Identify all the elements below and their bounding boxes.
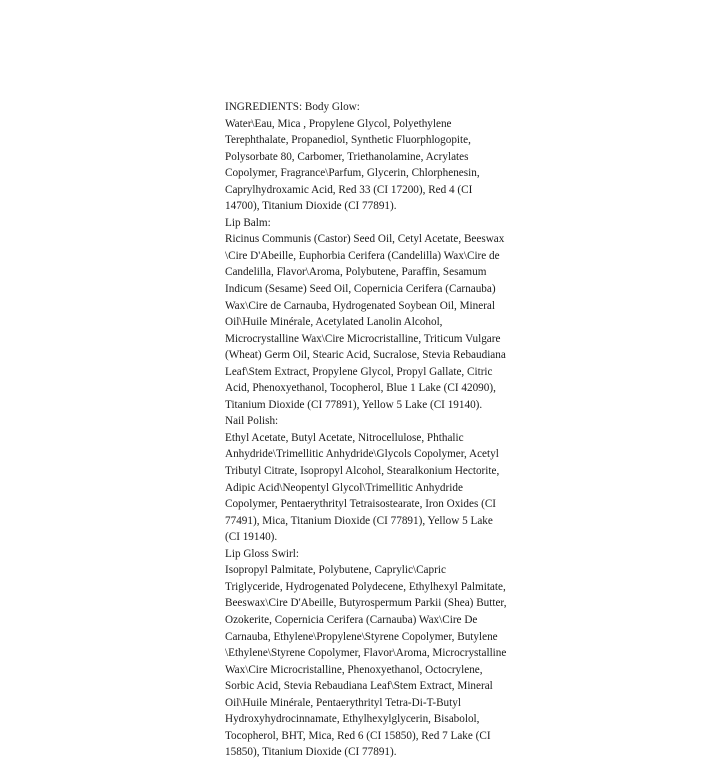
lip-balm-heading: Lip Balm: bbox=[225, 216, 271, 229]
nail-polish-heading: Nail Polish: bbox=[225, 415, 279, 428]
ingredients-label bbox=[225, 99, 507, 761]
nail-polish-ingredients-line: Adipic Acid\Neopentyl Glycol\Trimellitic Anhydride bbox=[225, 481, 463, 494]
nail-polish-ingredients-line: (CI 19140). bbox=[225, 531, 278, 544]
lip-gloss-swirl-ingredients-line: Triglyceride, Hydrogenated Polydecene, Ethylhexyl Palmitate, bbox=[225, 580, 506, 593]
lip-gloss-swirl-ingredients-line: Oil\Huile Minérale, Pentaerythrityl Tetra-Di-T-Butyl bbox=[225, 696, 461, 709]
lip-gloss-swirl-ingredients-line: Ozokerite, Copernicia Cerifera (Carnauba) Wax\Cire De bbox=[225, 613, 478, 626]
lip-gloss-swirl-ingredients-line: Beeswax\Cire D'Abeille, Butyrospermum Parkii (Shea) Butter, bbox=[225, 597, 507, 610]
lip-balm-ingredients-line: Titanium Dioxide (CI 77891), Yellow 5 Lake (CI 19140). bbox=[225, 398, 483, 411]
lip-balm-ingredients-line: Ricinus Communis (Castor) Seed Oil, Cetyl Acetate, Beeswax bbox=[225, 233, 505, 246]
nail-polish-ingredients-line: 77491), Mica, Titanium Dioxide (CI 77891), Yellow 5 Lake bbox=[225, 514, 493, 527]
lip-gloss-swirl-ingredients-line: Hydroxyhydrocinnamate, Ethylhexylglycerin, Bisabolol, bbox=[225, 713, 480, 726]
nail-polish-ingredients-line: Anhydride\Trimellitic Anhydride\Glycols Copolymer, Acetyl bbox=[225, 448, 499, 461]
lip-gloss-swirl-ingredients-line: Isopropyl Palmitate, Polybutene, Caprylic\Capric bbox=[225, 564, 446, 577]
nail-polish-ingredients-line: Ethyl Acetate, Butyl Acetate, Nitrocellulose, Phthalic bbox=[225, 431, 464, 444]
lip-balm-ingredients-line: Acid, Phenoxyethanol, Tocopherol, Blue 1 Lake (CI 42090), bbox=[225, 382, 496, 395]
lip-gloss-swirl-ingredients-line: Sorbic Acid, Stevia Rebaudiana Leaf\Stem Extract, Mineral bbox=[225, 680, 493, 693]
body-glow-ingredients-line: 14700), Titanium Dioxide (CI 77891). bbox=[225, 200, 397, 213]
lip-balm-ingredients-line: Indicum (Sesame) Seed Oil, Copernicia Cerifera (Carnauba) bbox=[225, 283, 496, 296]
body-glow-ingredients-line: Polysorbate 80, Carbomer, Triethanolamine, Acrylates bbox=[225, 150, 469, 163]
body-glow-ingredients-line: Water\Eau, Mica , Propylene Glycol, Polyethylene bbox=[225, 117, 452, 130]
lip-balm-ingredients-line: (Wheat) Germ Oil, Stearic Acid, Sucralose, Stevia Rebaudiana bbox=[225, 349, 506, 362]
ingredients-heading-body-glow: INGREDIENTS: Body Glow: bbox=[225, 101, 360, 113]
nail-polish-ingredients-line: Tributyl Citrate, Isopropyl Alcohol, Stearalkonium Hectorite, bbox=[225, 465, 500, 478]
body-glow-ingredients-line: Caprylhydroxamic Acid, Red 33 (CI 17200), Red 4 (CI bbox=[225, 183, 473, 196]
lip-balm-ingredients-line: Oil\Huile Minérale, Acetylated Lanolin Alcohol, bbox=[225, 316, 443, 329]
body-glow-ingredients-line: Terephthalate, Propanediol, Synthetic Fluorphlogopite, bbox=[225, 134, 471, 147]
lip-gloss-swirl-ingredients-line: Carnauba, Ethylene\Propylene\Styrene Copolymer, Butylene bbox=[225, 630, 498, 643]
lip-balm-ingredients-line: Leaf\Stem Extract, Propylene Glycol, Propyl Gallate, Citric bbox=[225, 365, 493, 378]
lip-gloss-swirl-ingredients-line: \Ethylene\Styrene Copolymer, Flavor\Aroma, Microcrystalline bbox=[225, 647, 507, 660]
lip-balm-ingredients-line: Wax\Cire de Carnauba, Hydrogenated Soybean Oil, Mineral bbox=[225, 299, 496, 312]
lip-gloss-swirl-heading: Lip Gloss Swirl: bbox=[225, 547, 299, 560]
lip-gloss-swirl-ingredients-line: Wax\Cire Microcristalline, Phenoxyethanol, Octocrylene, bbox=[225, 663, 483, 676]
lip-balm-ingredients-line: Microcrystalline Wax\Cire Microcristalline, Triticum Vulgare bbox=[225, 332, 501, 345]
lip-gloss-swirl-ingredients-line: Tocopherol, BHT, Mica, Red 6 (CI 15850), Red 7 Lake (CI bbox=[225, 729, 491, 742]
lip-balm-ingredients-line: \Cire D'Abeille, Euphorbia Cerifera (Candelilla) Wax\Cire de bbox=[225, 249, 500, 262]
nail-polish-ingredients-line: Copolymer, Pentaerythrityl Tetraisostearate, Iron Oxides (CI bbox=[225, 498, 497, 511]
lip-balm-ingredients-line: Candelilla, Flavor\Aroma, Polybutene, Paraffin, Sesamum bbox=[225, 266, 487, 279]
body-glow-ingredients-line: Copolymer, Fragrance\Parfum, Glycerin, Chlorphenesin, bbox=[225, 167, 480, 180]
lip-gloss-swirl-ingredients-line: 15850), Titanium Dioxide (CI 77891). bbox=[225, 746, 397, 759]
